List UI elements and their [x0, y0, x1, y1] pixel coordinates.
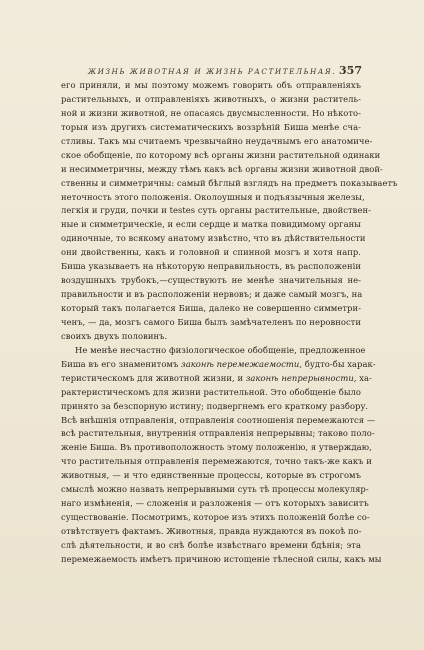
- emphasized-text: законѣ перемежаемости,: [181, 358, 303, 369]
- text-line: отвѣтствуетъ фактамъ. Животныя, правда нуждаются въ покоѣ по-: [61, 526, 362, 536]
- text-line: Всѣ внѣшнія отправленія, отправленія соотношенія перемежаются —: [61, 414, 376, 425]
- text-line: смыслѣ можно назвать непрерывными суть тѣ процессы молекуляр-: [61, 484, 369, 495]
- text-line: Биша указываетъ на нѣкоторую неправильность, въ расположеніи: [61, 261, 361, 272]
- text-line: что растительныя отправленія перемежаются, точно такъ-же какъ и: [61, 456, 372, 467]
- text-line: Не менѣе несчастно физіологическое обобщеніе, предложенное: [75, 344, 366, 355]
- text-line: слѣ дѣятельности, и во снѣ болѣе извѣстнаго времени бдѣнія; эта: [61, 539, 361, 550]
- running-header: [66, 64, 362, 78]
- text-line: правильности и въ расположеніи нервовъ; и даже самый мозгъ, на: [61, 289, 363, 300]
- text-line: ственны и симметричны: самый бѣглый взглядъ на предметъ показываетъ: [61, 177, 398, 188]
- page-number: 357: [339, 64, 362, 77]
- text-line: одиночные, то всякому анатому извѣстно, что въ дѣйствительности: [61, 233, 366, 244]
- text-line: торыя изъ другихъ систематическихъ воззрѣній Биша менѣе сча-: [61, 121, 361, 132]
- text-line: [61, 358, 376, 372]
- emphasized-text: законѣ непрерывности,: [245, 372, 357, 383]
- text-line: ные и симметрическіе, и если сердце и матка повидимому органы: [61, 219, 361, 230]
- text-line: его приняли, и мы поэтому можемъ говорить объ отправленіяхъ: [61, 80, 361, 90]
- text-line: легкія и груди, почки и testes суть органы растительные, двойствен-: [61, 205, 371, 216]
- text-line: ское обобщеніе, по которому всѣ органы жизни растительной одинаки: [61, 149, 381, 160]
- text-line: перемежаемость имѣетъ причиною истощеніе тѣлесной силы, какъ мы: [61, 553, 382, 564]
- text-line: и несимметричны, между тѣмъ какъ всѣ органы жизни животной двой-: [61, 163, 383, 174]
- text-line: стливы. Такъ мы считаемъ чрезвычайно неудачнымъ его анатомиче-: [61, 135, 373, 146]
- text-line: который такъ полагается Биша, далеко не совершенно симметри-: [61, 303, 361, 313]
- text-line: всѣ растительныя, внутреннія отправленія непрерывны; таково поло-: [61, 428, 375, 439]
- text-line: наго измѣненія, — сложенія и разложенія — отъ которыхъ зависитъ: [61, 498, 369, 509]
- text-line: воздушныхъ трубокъ,—существуютъ не менѣе значительныя не-: [61, 275, 361, 286]
- text-line: растительныхъ, и отправленіяхъ животныхъ, о жизни раститель-: [61, 93, 361, 104]
- text-line: ной и жизни животной, не опасаясь двусмысленности. Но нѣкото-: [61, 107, 361, 118]
- running-title: ЖИЗНЬ ЖИВОТНАЯ И ЖИЗНЬ РАСТИТЕЛЬНАЯ.: [88, 67, 337, 76]
- body-text: [61, 79, 398, 567]
- text-line: рактеристическомъ для жизни растительной. Это обобщеніе было: [61, 386, 361, 397]
- text-line: своихъ двухъ половинъ.: [61, 330, 168, 341]
- text-line: они двойственны, какъ и головной и спинной мозгъ и хотя напр.: [61, 247, 361, 258]
- text-line: существованіе. Посмотримъ, которое изъ этихъ положеній болѣе со-: [61, 512, 370, 523]
- text-line: женіе Биша. Въ противоположность этому положенію, я утверждаю,: [61, 442, 372, 453]
- text-line: животныя, — и что единственные процессы, которые въ строгомъ: [61, 470, 361, 481]
- text-line: [61, 372, 372, 386]
- text-run: Биша въ его знаменитомъ: [61, 358, 182, 369]
- text-run: будто-бы харак-: [302, 358, 376, 369]
- text-run: теристическомъ для животной жизни, и: [61, 372, 246, 383]
- text-line: ченъ, — да, мозгъ самого Биша былъ замѣчателенъ по неровности: [61, 316, 361, 327]
- text-line: принято за безспорную истину; подвергнемъ его краткому разбору.: [61, 400, 369, 411]
- text-line: неточность этого положенія. Околоушныя и подъязычныя железы,: [61, 191, 365, 202]
- text-run: ха-: [356, 372, 372, 383]
